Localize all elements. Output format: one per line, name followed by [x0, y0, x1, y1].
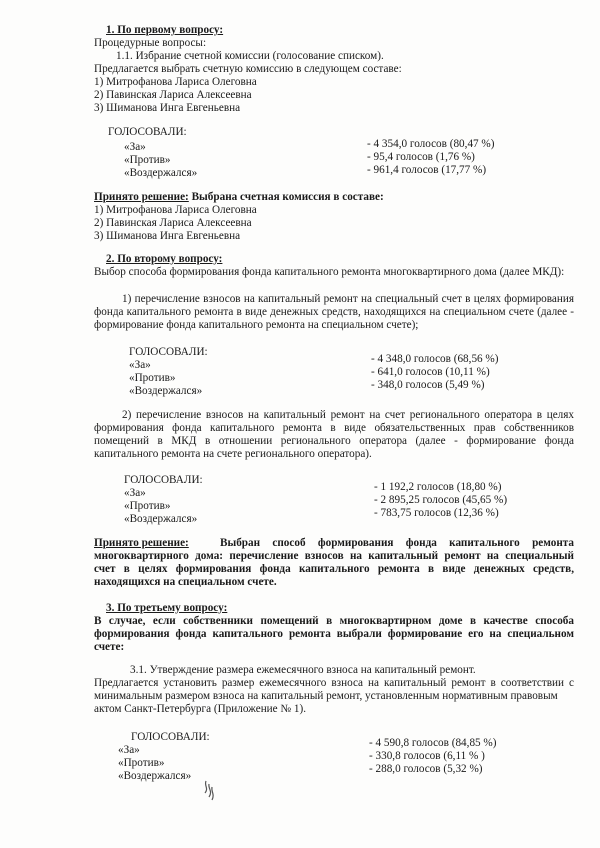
q3-proposal-line: Предлагается установить размер ежемесячного взноса на капитальный ремонт в соответствии с: [94, 677, 574, 689]
q3-proposal-line: актом Санкт-Петербурга (Приложение № 1).: [94, 703, 307, 715]
q3-bold-line: В случае, если собственники помещений в многоквартирном доме в качестве способа: [94, 615, 574, 627]
q1-member: 1) Митрофанова Лариса Олеговна: [94, 76, 257, 88]
vote-result-against: - 2 895,25 голосов (45,65 %): [374, 494, 508, 506]
q2-decision-line: многоквартирного дома: перечисление взносов на капитальный ремонт на специальный: [94, 550, 574, 562]
vote-label-abstain: «Воздержался»: [124, 167, 198, 179]
vote-result-for: - 4 590,8 голосов (84,85 %): [369, 737, 497, 749]
q1-member: 2) Павинская Лариса Алексеевна: [94, 89, 252, 101]
q2-option1-line: 1) перечисление взносов на капитальный ремонт на специальный счет в целях формирования: [122, 293, 574, 305]
q1-member: 3) Шиманова Инга Евгеньевна: [94, 102, 241, 114]
q3-proposal-line: минимальным размером взноса на капитальный ремонт, установленным нормативным правовым: [94, 690, 558, 702]
q2-option1-line: формирование фонда капитального ремонта на специальном счете);: [94, 319, 419, 331]
q3-heading: 3. По третьему вопросу:: [106, 602, 228, 614]
vote-label-for: «За»: [118, 744, 140, 756]
vote-result-abstain: - 288,0 голосов (5,32 %): [369, 763, 483, 775]
vote-result-for: - 4 348,0 голосов (68,56 %): [371, 353, 499, 365]
q3-subitem: 3.1. Утверждение размера ежемесячного взноса на капитальный ремонт.: [130, 664, 476, 676]
vote-result-abstain: - 348,0 голосов (5,49 %): [371, 379, 485, 391]
vote-result-for: - 4 354,0 голосов (80,47 %): [367, 138, 495, 150]
vote-result-abstain: - 961,4 голосов (17,77 %): [367, 164, 487, 176]
q2-option2-line: формирования фонда капитального ремонта в виде обязательственных прав собственников: [94, 422, 574, 434]
q2-option2-line: капитального ремонта на счете регионального оператора).: [94, 448, 372, 460]
q1-procedural: Процедурные вопросы:: [94, 37, 207, 49]
q1-voted-heading: ГОЛОСОВАЛИ:: [108, 126, 187, 138]
q2-intro: Выбор способа формирования фонда капитального ремонта многоквартирного дома (далее МКД):: [94, 266, 565, 278]
vote-label-against: «Против»: [124, 154, 171, 166]
decision-text: Выбрана счетная комиссия в составе:: [188, 191, 384, 203]
q2-option1-line: фонда капитального ремонта в виде денежных средств, находящихся на специальном счете (далее -: [94, 306, 574, 318]
vote-label-for: «За»: [129, 359, 151, 371]
vote-label-for: «За»: [124, 141, 146, 153]
vote-result-abstain: - 783,75 голосов (12,36 %): [374, 507, 499, 519]
q1-decision-member: 2) Павинская Лариса Алексеевна: [94, 217, 252, 229]
q1-subitem: 1.1. Избрание счетной комиссии (голосование списком).: [116, 50, 384, 62]
vote-result-against: - 641,0 голосов (10,11 %): [371, 366, 490, 378]
q2-decision-line: счет в целях формирования фонда капитального ремонта в виде денежных средств,: [94, 563, 574, 575]
q2-voted1-heading: ГОЛОСОВАЛИ:: [129, 346, 208, 358]
q1-heading: 1. По первому вопросу:: [106, 24, 224, 36]
q2-option2-line: 2) перечисление взносов на капитальный ремонт на счет регионального оператора в целях: [122, 409, 574, 421]
q3-voted-heading: ГОЛОСОВАЛИ:: [131, 731, 210, 743]
vote-label-against: «Против»: [124, 500, 171, 512]
q2-decision-line: Выбран способ формирования фонда капитального ремонта: [220, 537, 574, 549]
q3-bold-line: счете:: [94, 641, 125, 653]
q2-voted2-heading: ГОЛОСОВАЛИ:: [124, 474, 203, 486]
q2-decision-line: находящихся на специальном счете.: [94, 576, 277, 588]
q3-bold-line: формирования фонда капитального ремонта выбрали формирование его на специальном: [94, 628, 574, 640]
vote-result-against: - 95,4 голосов (1,76 %): [367, 151, 475, 163]
vote-label-for: «За»: [124, 487, 146, 499]
vote-label-against: «Против»: [129, 372, 176, 384]
vote-label-abstain: «Воздержался»: [124, 513, 198, 525]
q1-decision-member: 1) Митрофанова Лариса Олеговна: [94, 204, 257, 216]
vote-label-against: «Против»: [118, 757, 165, 769]
vote-result-against: - 330,8 голосов (6,11 % ): [369, 750, 485, 762]
q2-heading: 2. По второму вопросу:: [106, 253, 223, 265]
vote-label-abstain: «Воздержался»: [118, 770, 192, 782]
decision-label: Принято решение:: [94, 191, 189, 203]
vote-label-abstain: «Воздержался»: [129, 385, 203, 397]
q1-proposal: Предлагается выбрать счетную комиссию в следующем составе:: [94, 63, 402, 75]
q2-option2-line: помещений в МКД в отношении регионального оператора (далее - формирование фонда: [94, 435, 574, 447]
q1-decision-member: 3) Шиманова Инга Евгеньевна: [94, 230, 241, 242]
q1-decision: [94, 191, 384, 204]
handwritten-mark: [200, 778, 220, 804]
vote-result-for: - 1 192,2 голосов (18,80 %): [374, 481, 502, 493]
q2-decision-label: Принято решение:: [94, 537, 189, 549]
